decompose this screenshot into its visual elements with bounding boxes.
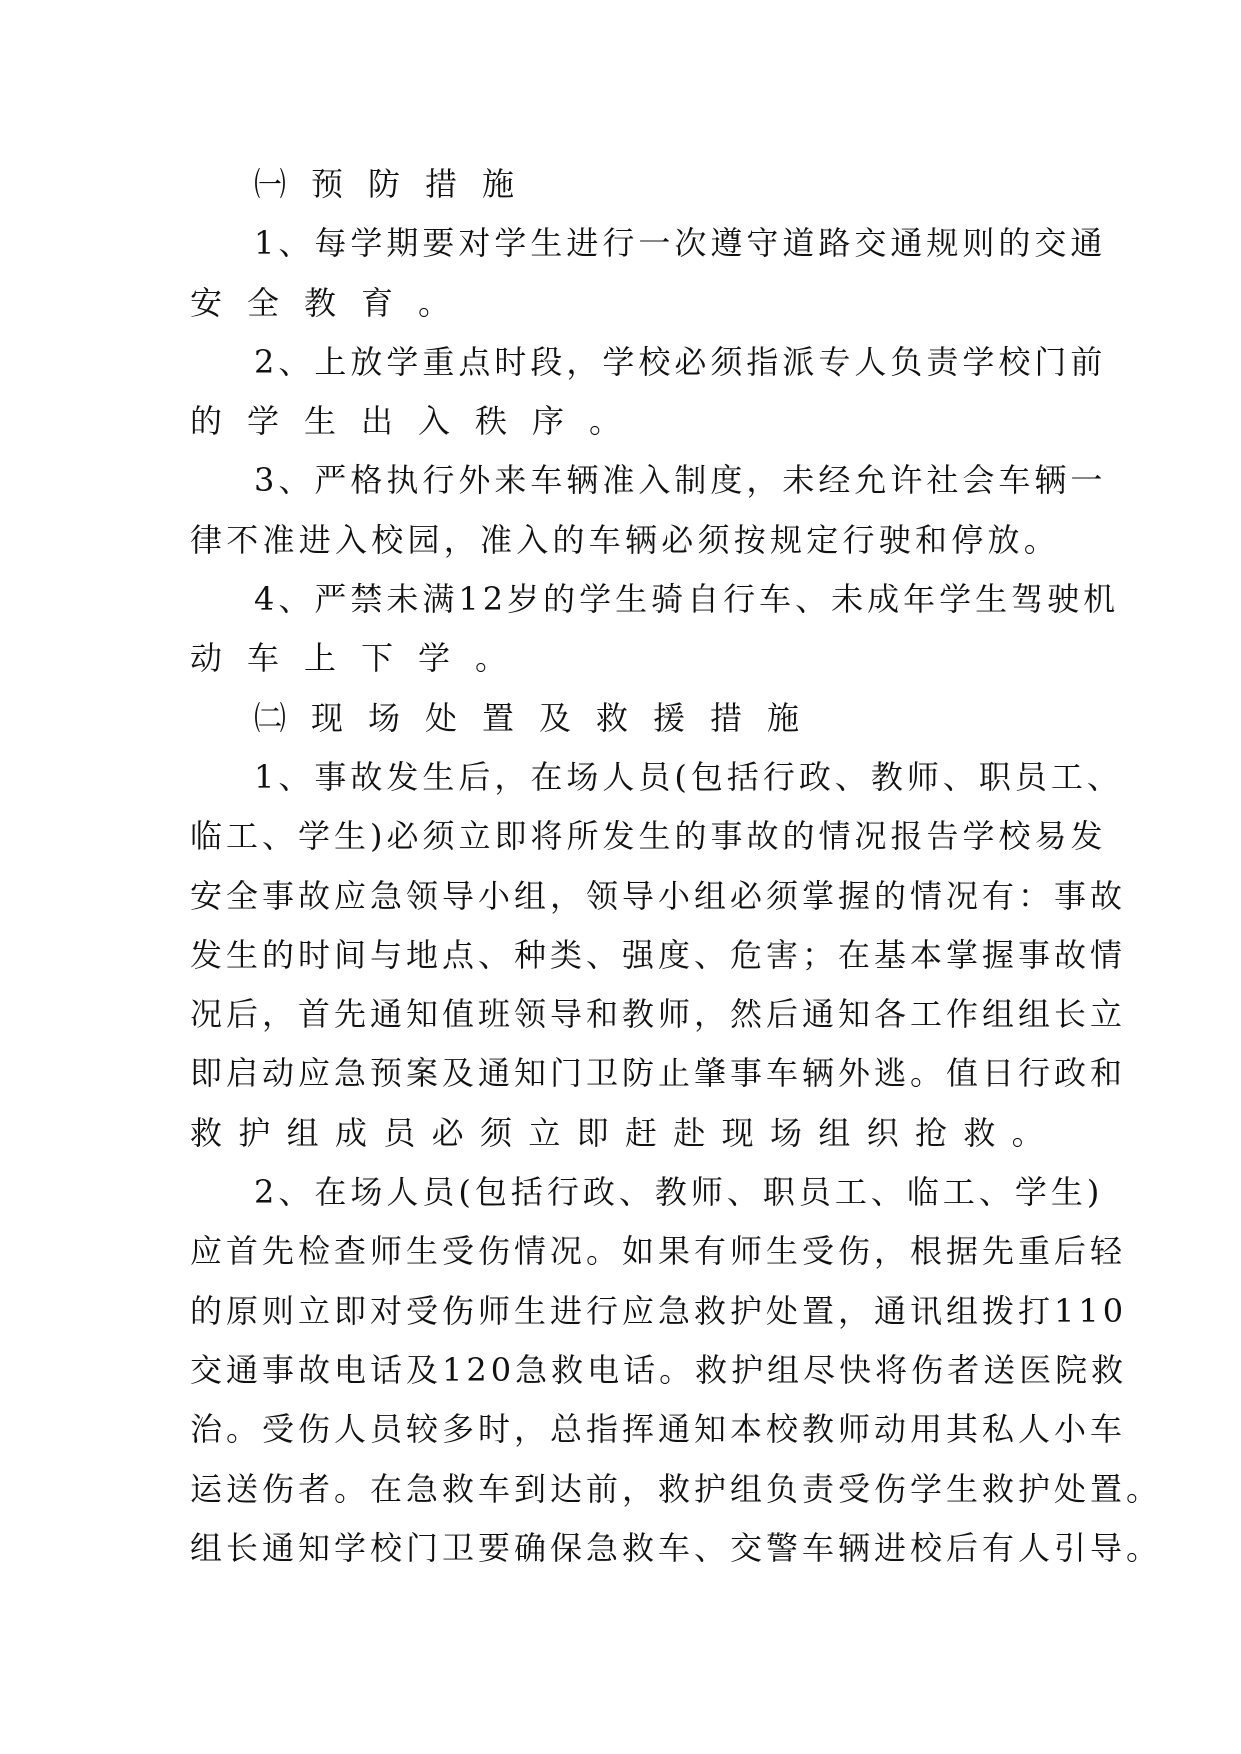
text-line: 治。受伤人员较多时，总指挥通知本校教师动用其私人小车	[190, 1410, 1127, 1449]
text-line: 动车上下学。	[190, 639, 533, 678]
text-line: ㈠预防措施	[254, 165, 540, 203]
text-line: 即启动应急预案及通知门卫防止肇事车辆外逃。值日行政和	[190, 1054, 1127, 1093]
text-line: 组长通知学校门卫要确保急救车、交警车辆进校后有人引导。	[190, 1528, 1163, 1567]
text-line: 救护组成员必须立即赶赴现场组织抢救。	[190, 1113, 1061, 1152]
paragraph	[190, 689, 1060, 748]
text-line: 2、在场人员(包括行政、教师、职员工、临工、学生)	[254, 1173, 1104, 1212]
paragraph	[190, 214, 1107, 333]
paragraph	[190, 155, 1060, 214]
text-line: 3、严格执行外来车辆准入制度，未经允许社会车辆一	[254, 461, 1107, 500]
paragraph	[190, 748, 1127, 1163]
text-line: 律不准进入校园，准入的车辆必须按规定行驶和停放。	[190, 520, 1061, 559]
text-line: 应首先检查师生受伤情况。如果有师生受伤，根据先重后轻	[190, 1232, 1127, 1271]
text-line: 1、事故发生后，在场人员(包括行政、教师、职员工、	[254, 757, 1123, 796]
text-line: 运送伤者。在急救车到达前，救护组负责受伤学生救护处置。	[190, 1469, 1163, 1508]
text-line: 1、每学期要对学生进行一次遵守道路交通规则的交通	[254, 224, 1107, 263]
text-line: ㈡现场处置及救援措施	[254, 698, 825, 737]
document-page	[190, 155, 1163, 1578]
paragraph	[190, 570, 1120, 689]
text-line: 安全事故应急领导小组，领导小组必须掌握的情况有：事故	[190, 876, 1127, 915]
paragraph	[190, 333, 1107, 452]
text-line: 4、严禁未满12岁的学生骑自行车、未成年学生驾驶机	[254, 580, 1120, 619]
text-line: 临工、学生)必须立即将所发生的事故的情况报告学校易发	[190, 817, 1107, 856]
text-line: 的原则立即对受伤师生进行应急救护处置，通讯组拨打110	[190, 1291, 1128, 1330]
paragraph	[190, 451, 1107, 570]
text-line: 的学生出入秩序。	[190, 402, 647, 441]
text-line: 安全教育。	[190, 283, 476, 322]
text-line: 交通事故电话及120急救电话。救护组尽快将伤者送医院救	[190, 1350, 1128, 1389]
text-line: 发生的时间与地点、种类、强度、危害；在基本掌握事故情	[190, 935, 1127, 974]
text-line: 况后，首先通知值班领导和教师，然后通知各工作组组长立	[190, 995, 1127, 1034]
text-line: 2、上放学重点时段，学校必须指派专人负责学校门前	[254, 342, 1107, 381]
paragraph	[190, 1163, 1163, 1578]
